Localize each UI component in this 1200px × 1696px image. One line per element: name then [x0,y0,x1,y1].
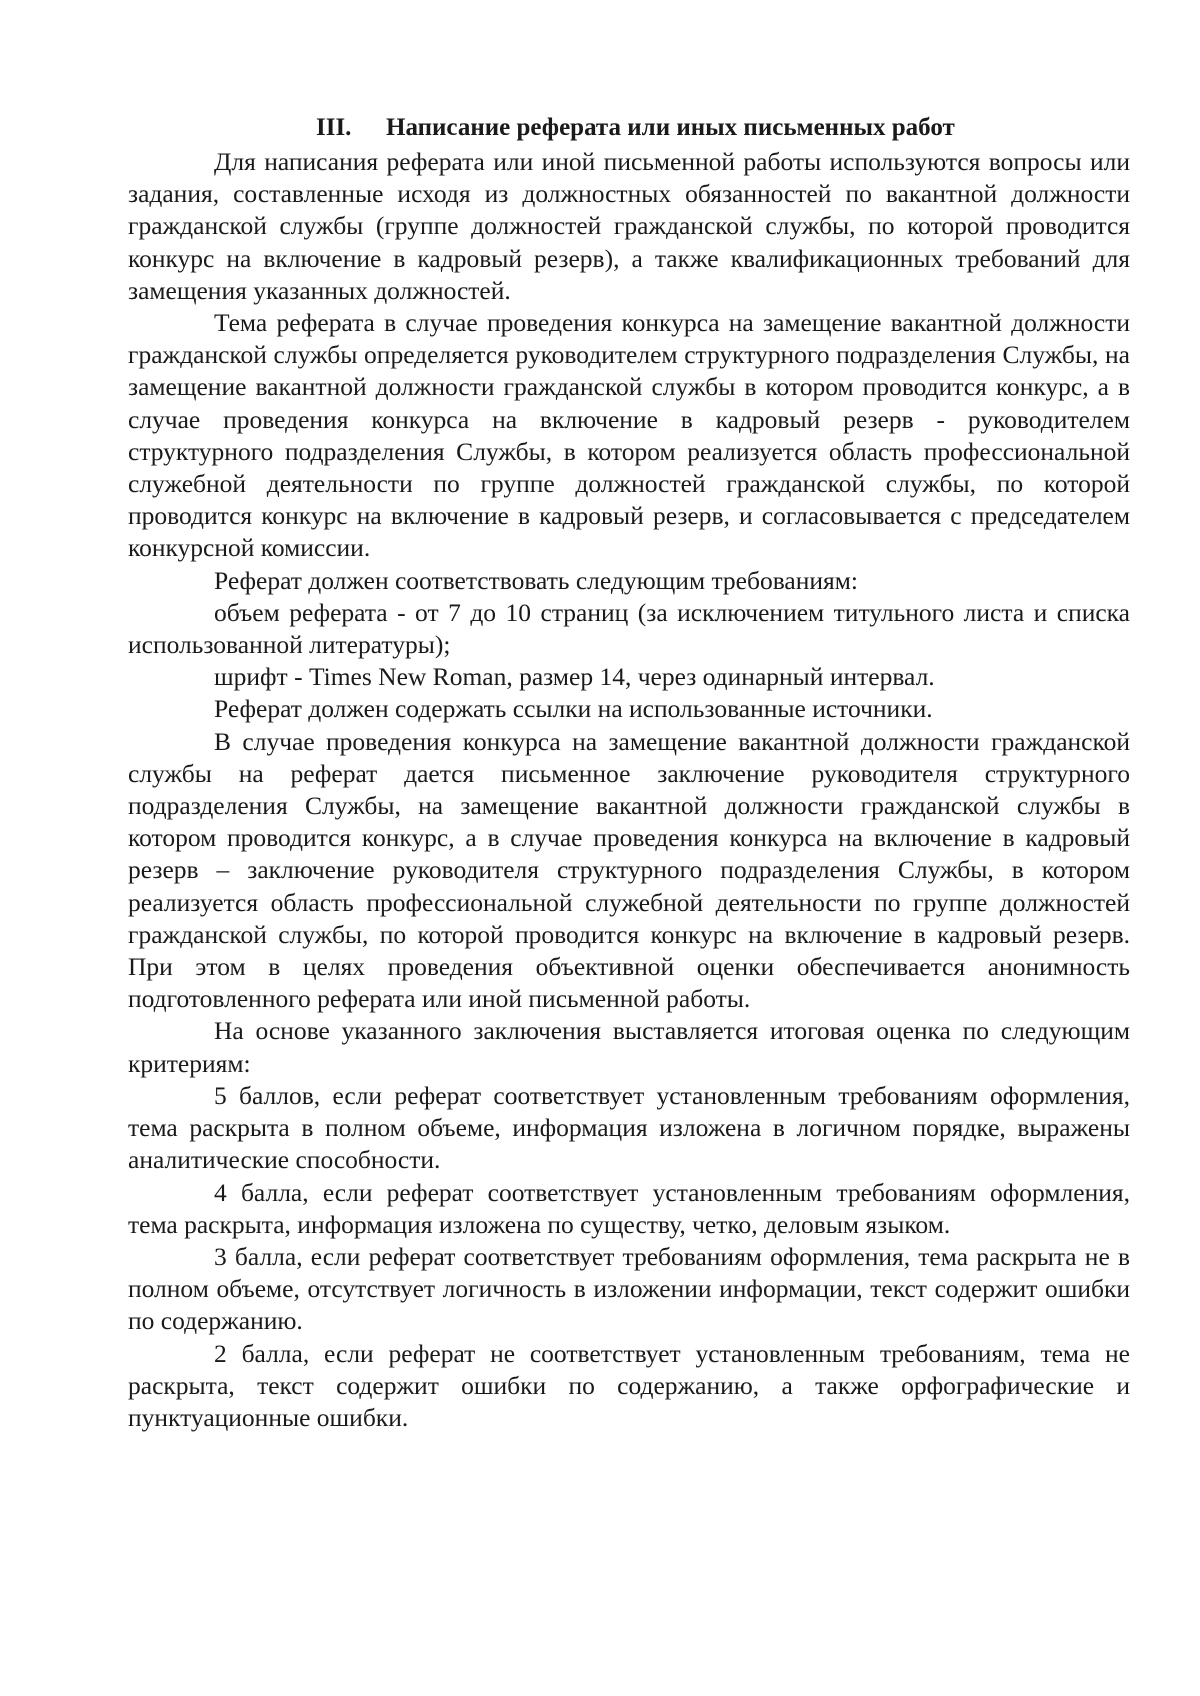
section-heading [128,112,1130,144]
document-page [128,112,1130,1434]
paragraph-references: Реферат должен содержать ссылки на использованные источники. [214,694,933,724]
paragraph-topic: Тема реферата в случае проведения конкурса на замещение вакантной должности гражданской службы определяется руководителем структурного подразделения Службы, на замещение вакантной должности гражданской службы в котором проводится конкурс, а в случае проведения конкурса на включение в кадровый резерв - руководителем структурного подразделения Службы, в котором реализуется область профессиональной служебной деятельности по группе должностей гражданской службы, по которой проводится конкурс на включение в кадровый резерв, и согласовывается с председателем конкурсной комиссии. [128,308,1130,563]
paragraph-criteria-intro: На основе указанного заключения выставляется итоговая оценка по следующим критериям: [128,1016,1130,1078]
paragraph-score-3: 3 балла, если реферат соответствует требованиям оформления, тема раскрыта не в полном объеме, отсутствует логичность в изложении информации, текст содержит ошибки по содержанию. [128,1241,1130,1336]
paragraph-score-2: 2 балла, если реферат не соответствует установленным требованиям, тема не раскрыта, текст содержит ошибки по содержанию, а также орфографические и пунктуационные ошибки. [128,1338,1130,1432]
paragraph-questions: Для написания реферата или иной письменной работы используются вопросы или задания, составленные исходя из должностных обязанностей по вакантной должности гражданской службы (группе должностей гражданской службы, по которой проводится конкурс на включение в кадровый резерв), а также квалификационных требований для замещения указанных должностей. [128,147,1130,305]
section-number: III. [316,114,352,141]
section-title: Написание реферата или иных письменных работ [386,114,955,141]
paragraph-font: шрифт - Times New Roman, размер 14, через одинарный интервал. [214,662,935,692]
paragraph-conclusion: В случае проведения конкурса на замещение вакантной должности гражданской службы на реферат дается письменное заключение руководителя структурного подразделения Службы, на замещение вакантной должности гражданской службы в котором проводится конкурс, а в случае проведения конкурса на включение в кадровый резерв – заключение руководителя структурного подразделения Службы, в котором реализуется область профессиональной служебной деятельности по группе должностей гражданской службы, по которой проводится конкурс на включение в кадровый резерв. При этом в целях проведения объективной оценки обеспечивается анонимность подготовленного реферата или иной письменной работы. [128,726,1130,1014]
paragraph-score-5: 5 баллов, если реферат соответствует установленным требованиям оформления, тема раскрыта в полном объеме, информация изложена в логичном порядке, выражены аналитические способности. [128,1080,1130,1175]
paragraph-volume: объем реферата - от 7 до 10 страниц (за исключением титульного листа и списка использованной литературы); [128,597,1130,660]
paragraph-score-4: 4 балла, если реферат соответствует установленным требованиям оформления, тема раскрыта, информация изложена по существу, четко, деловым языком. [128,1177,1130,1239]
paragraph-requirements-intro: Реферат должен соответствовать следующим требованиям: [214,565,858,595]
